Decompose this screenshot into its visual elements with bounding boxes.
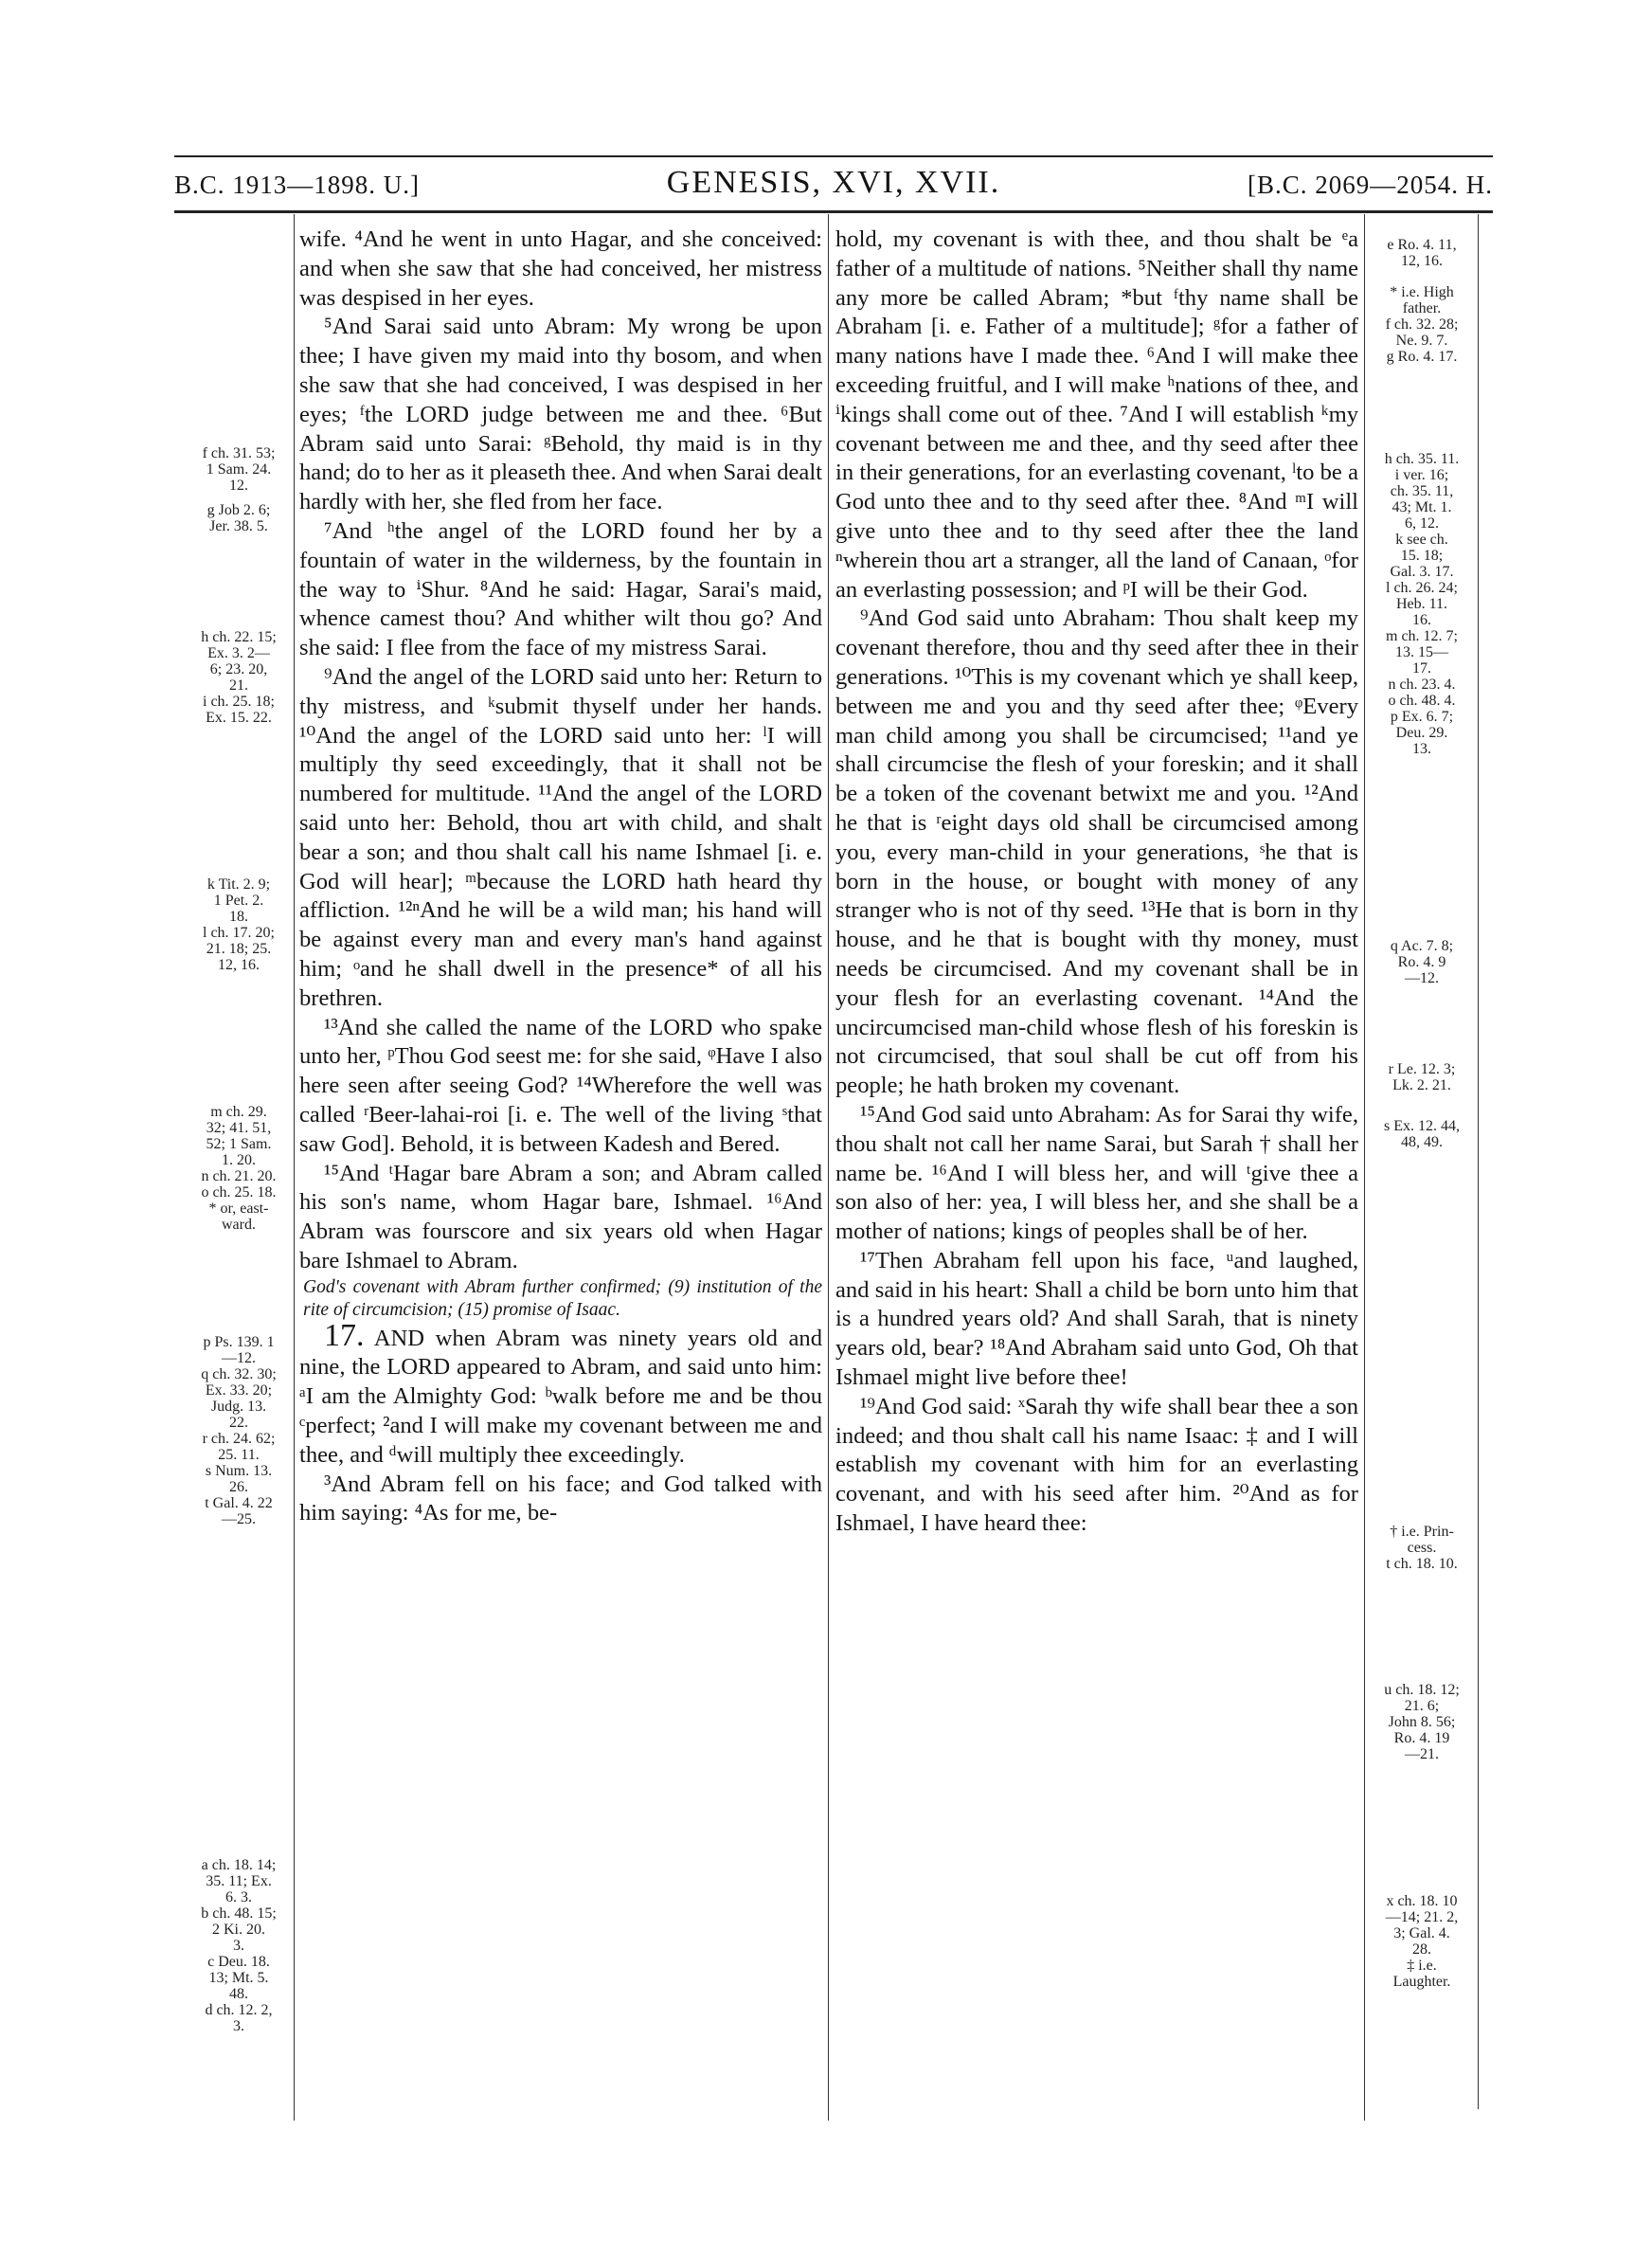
- margin-reference-text: * i.e. High father. f ch. 32. 28; Ne. 9. 7. g Ro. 4. 17.: [1385, 284, 1459, 365]
- center-column-divider: [828, 214, 829, 2121]
- margin-reference-note: [1368, 237, 1476, 269]
- header-bottom-rule: [174, 210, 1493, 213]
- verse-paragraph: ¹⁵And ᵗHagar bare Abram a son; and Abram called his son's name, whom Hagar bare, Ishmael. ¹⁶And Abram was fourscore and six years old when Hagar bare Ishmael to Abram.: [299, 1160, 822, 1273]
- margin-reference-note: [186, 445, 292, 494]
- margin-reference-note: [1368, 451, 1476, 757]
- margin-reference-note: [186, 1334, 292, 1527]
- margin-reference-note: [186, 1104, 292, 1233]
- margin-reference-text: p Ps. 139. 1 —12. q ch. 32. 30; Ex. 33. 20; Judg. 13. 22. r ch. 24. 62; 25. 11. s Num. 13. 26. t Gal. 4. 22 —25.: [201, 1334, 277, 1527]
- verse-paragraph: ⁹And the angel of the LORD said unto her: Return to thy mistress, and ᵏsubmit thyself under her hands. ¹⁰And the angel of the LORD said unto her: ˡI will multiply thy seed exceedingly, that it shall not be numbered for multitude. ¹¹And the angel of the LORD said unto her: Behold, thou art with child, and shalt bear a son; and thou shalt call his name Ishmael [i. e. God will hear]; ᵐbecause the LORD hath heard thy affliction. ¹²ⁿAnd he will be a wild man; his hand will be against every man and every man's hand against him; ᵒand he shall dwell in the presence* of all his brethren.: [299, 663, 822, 1011]
- margin-reference-note: [186, 876, 292, 973]
- margin-reference-text: g Job 2. 6; Jer. 38. 5.: [206, 502, 271, 534]
- margin-reference-text: h ch. 35. 11. i ver. 16; ch. 35. 11, 43; Mt. 1. 6, 12. k see ch. 15. 18; Gal. 3. 17. l ch. 26. 24; Heb. 11. 16. m ch. 12. 7; 13. 15— 17. n ch. 23. 4. o ch. 48. 4. p Ex. 6. 7; Deu. 29. 13.: [1384, 451, 1460, 757]
- margin-reference-note: [1368, 284, 1476, 365]
- right-edge-rule: [1478, 214, 1479, 2109]
- margin-reference-text: x ch. 18. 10 —14; 21. 2, 3; Gal. 4. 28. ‡ i.e. Laughter.: [1385, 1893, 1459, 1990]
- margin-reference-text: f ch. 31. 53; 1 Sam. 24. 12.: [202, 445, 276, 494]
- verse-paragraph: ¹⁷Then Abraham fell upon his face, ᵘand laughed, and said in his heart: Shall a child be born unto him that is a hundred years old? And shall Sarah, that is ninety years old, bear? ¹⁸And Abraham said unto God, Oh that Ishmael might live before thee!: [835, 1247, 1358, 1391]
- header-top-rule: [174, 155, 1493, 157]
- verse-paragraph: ⁷And ʰthe angel of the LORD found her by a fountain of water in the wilderness, by the fountain in the way to ⁱShur. ⁸And he said: Hagar, Sarai's maid, whence camest thou? And whither wilt thou go? And she said: I flee from the face of my mistress Sarai.: [299, 517, 822, 661]
- margin-reference-note: [1368, 1682, 1476, 1762]
- verse-paragraph: ³And Abram fell on his face; and God talked with him saying: ⁴As for me, be-: [299, 1471, 822, 1526]
- margin-reference-note: [186, 502, 292, 534]
- margin-reference-text: e Ro. 4. 11, 12, 16.: [1387, 237, 1457, 269]
- margin-reference-note: [186, 1857, 292, 2034]
- verse-paragraph: hold, my covenant is with thee, and thou shalt be ᵉa father of a multitude of nations. ⁵Neither shall thy name any more be called Abram; *but ᶠthy name shall be Abraham [i. e. Father of a multitude]; ᵍfor a father of many nations have I made thee. ⁶And I will make thee exceeding fruitful, and I will make ʰnations of thee, and ⁱkings shall come out of thee. ⁷And I will establish ᵏmy covenant between me and thee, and thy seed after thee in their generations, for an everlasting covenant, ˡto be a God unto thee and to thy seed after thee. ⁸And ᵐI will give unto thee and to thy seed after thee the land ⁿwherein thou art a stranger, all the land of Canaan, ᵒfor an everlasting possession; and ᵖI will be their God.: [835, 226, 1358, 603]
- margin-reference-note: [1368, 1118, 1476, 1150]
- verse-paragraph: ⁵And Sarai said unto Abram: My wrong be upon thee; I have given my maid into thy bosom, and when she saw that she had conceived, I was despised in her eyes; ᶠthe LORD judge between me and thee. ⁶But Abram said unto Sarai: ᵍBehold, thy maid is in thy hand; do to her as it pleaseth thee. And when Sarai dealt hardly with her, she fled from her face.: [299, 314, 822, 515]
- text-column-left: [299, 226, 822, 1528]
- verse-paragraph: ¹⁹And God said: ˣSarah thy wife shall bear thee a son indeed; and thou shalt call his name Isaac: ‡ and I will establish my covenant with him for an everlasting covenant, and with his seed after him. ²⁰And as for Ishmael, I have heard thee:: [835, 1393, 1358, 1537]
- margin-reference-text: u ch. 18. 12; 21. 6; John 8. 56; Ro. 4. 19 —21.: [1384, 1682, 1460, 1762]
- chapter-number: 17.: [324, 1317, 365, 1353]
- margin-reference-text: r Le. 12. 3; Lk. 2. 21.: [1388, 1061, 1456, 1093]
- page-header: [174, 163, 1493, 207]
- margin-reference-note: [186, 629, 292, 726]
- margin-reference-text: h ch. 22. 15; Ex. 3. 2— 6; 23. 20, 21. i ch. 25. 18; Ex. 15. 22.: [201, 629, 277, 726]
- header-date-left: B.C. 1913—1898. U.]: [174, 171, 421, 199]
- margin-reference-note: [1368, 938, 1476, 986]
- verse-paragraph: wife. ⁴And he went in unto Hagar, and she conceived: and when she saw that she had conceived, her mistress was despised in her eyes.: [299, 226, 822, 311]
- text-column-right: [835, 226, 1358, 1539]
- chapter-opening-paragraph: [299, 1317, 822, 1471]
- right-margin-divider: [1364, 214, 1365, 2121]
- left-margin-divider: [294, 214, 295, 2121]
- margin-reference-text: k Tit. 2. 9; 1 Pet. 2. 18. l ch. 17. 20; 21. 18; 25. 12, 16.: [203, 876, 275, 973]
- chapter-summary: God's covenant with Abram further confirmed; (9) institution of the rite of circumcision; (15) promise of Isaac.: [303, 1276, 822, 1320]
- margin-reference-text: q Ac. 7. 8; Ro. 4. 9 —12.: [1390, 938, 1454, 986]
- verse-paragraph: ¹⁵And God said unto Abraham: As for Sarai thy wife, thou shalt not call her name Sarai, but Sarah † shall her name be. ¹⁶And I will bless her, and will ᵗgive thee a son also of her: yea, I will bless her, and she shall be a mother of nations; kings of peoples shall be of her.: [835, 1101, 1358, 1245]
- margin-reference-text: s Ex. 12. 44, 48, 49.: [1384, 1118, 1460, 1150]
- margin-reference-note: [1368, 1061, 1476, 1093]
- margin-reference-text: † i.e. Prin- cess. t ch. 18. 10.: [1386, 1524, 1458, 1572]
- margin-reference-text: m ch. 29. 32; 41. 51, 52; 1 Sam. 1. 20. n ch. 21. 20. o ch. 25. 18. * or, east- ward.: [201, 1104, 277, 1233]
- margin-reference-note: [1368, 1524, 1476, 1572]
- margin-reference-text: a ch. 18. 14; 35. 11; Ex. 6. 3. b ch. 48. 15; 2 Ki. 20. 3. c Deu. 18. 13; Mt. 5. 48. d ch. 12. 2, 3.: [201, 1857, 277, 2034]
- header-date-right: [B.C. 2069—2054. H.: [1247, 171, 1493, 199]
- verse-text: AND when Abram was ninety years old and nine, the LORD appeared to Abram, and said unto him: ᵃI am the Almighty God: ᵇwalk before me and be thou ᶜperfect; ²and I will make my covenant between me and thee, and ᵈwill multiply thee exceedingly.: [299, 1325, 822, 1468]
- running-title: GENESIS, XVI, XVII.: [666, 165, 1001, 200]
- verse-paragraph: ¹³And she called the name of the LORD who spake unto her, ᵖThou God seest me: for she said, ᵠHave I also here seen after seeing God? ¹⁴Wherefore the well was called ʳBeer-lahai-roi [i. e. The well of the living ˢthat saw God]. Behold, it is between Kadesh and Bered.: [299, 1014, 822, 1157]
- verse-paragraph: ⁹And God said unto Abraham: Thou shalt keep my covenant therefore, thou and thy seed after thee in their generations. ¹⁰This is my covenant which ye shall keep, between me and you and thy seed after thee; ᵠEvery man child among you shall be circumcised; ¹¹and ye shall circumcise the flesh of your foreskin; and it shall be a token of the covenant betwixt me and you. ¹²And he that is ʳeight days old shall be circumcised among you, every man-child in your generations, ˢhe that is born in the house, or bought with money of any stranger who is not of thy seed. ¹³He that is born in thy house, and he that is bought with thy money, must needs be circumcised. And my covenant shall be in your flesh for an everlasting covenant. ¹⁴And the uncircumcised man-child whose flesh of his foreskin is not circumcised, that soul shall be cut off from his people; he hath broken my covenant.: [835, 605, 1358, 1099]
- margin-reference-note: [1368, 1893, 1476, 1990]
